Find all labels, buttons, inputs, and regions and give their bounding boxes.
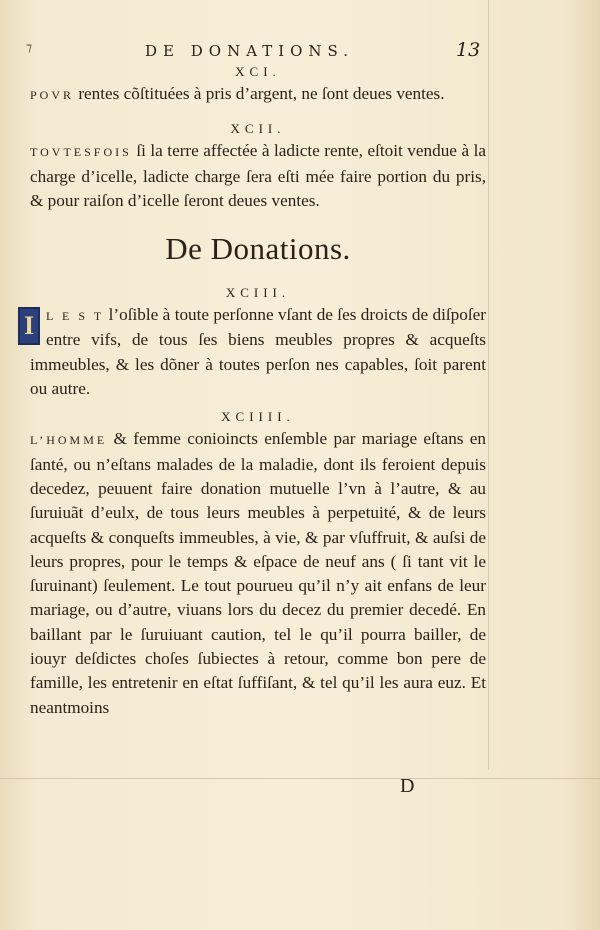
section-number: XCIIII. (221, 409, 295, 425)
article-lead: L E S T (46, 309, 105, 324)
catchword: D (400, 775, 415, 797)
running-title: DE DONATIONS. (145, 42, 355, 60)
section-number: XCIII. (225, 285, 291, 301)
article-92 (30, 139, 486, 213)
article-text: & femme conioincts enſemble par mariage eſtans en ſanté, ou n’eſtans malades de la maladie, dont ils feroient depuis decedez, peuuent faire donation mutuelle l’vn à l’autre, & au ſuruiuãt d’eulx, de tous leurs meubles à perpetuité, & de leurs acqueſts & conqueſts immeubles, à vie, & par vſuffruit, & auſsi de leurs propres, pour le temps & eſpace de neuf ans ( ſi tant vit le ſuruinant) ſeulement. Le tout pourueu qu’il n’y ait enfans de leur mariage, ou d’autre, viuans lors du decez du premier decedé. En baillant par le ſuruiuant caution, tel le qu’il pourra bailler, de iouyr deſdictes choſes ſubiectes à retour, comme bon pere de famille, les entretenir en eſtat ſuffiſant, & tel qu’il les aura euz. Et neantmoins (30, 429, 486, 717)
article-91 (30, 82, 486, 107)
section-number: XCI. (235, 64, 281, 79)
section-number: XCII. (230, 121, 286, 137)
article-text: rentes cõſtituées à pris d’argent, ne ſont deues ventes. (78, 84, 445, 103)
article-text: l’oſible à toute perſonne vſant de ſes droicts de diſpoſer entre vifs, de tous ſes biens meubles propres & acqueſts immeubles, & les dõner à toutes perſon nes capables, ſoit parent ou autre. (30, 305, 486, 399)
corner-mark: ⁊ (26, 40, 32, 54)
article-lead: POVR (30, 88, 75, 102)
decorated-initial: I (18, 307, 40, 345)
article-lead: L’HOMME (30, 433, 108, 448)
chapter-title: De Donations. (165, 231, 351, 267)
folio-number: 13 (456, 39, 481, 61)
article-93 (23, 303, 486, 401)
margin-rule-horizontal (0, 778, 600, 779)
article-lead: TOVTESFOIS (30, 145, 132, 160)
margin-rule-vertical (488, 0, 489, 770)
article-94 (30, 427, 486, 720)
text-block (23, 62, 486, 720)
article-text: ſi la terre affectée à ladicte rente, eſtoit vendue à la charge d’icelle, ladicte charge ſera eſti mée faire portion du pris, & pour raiſon d’icelle ſeront deues ventes. (30, 141, 486, 210)
